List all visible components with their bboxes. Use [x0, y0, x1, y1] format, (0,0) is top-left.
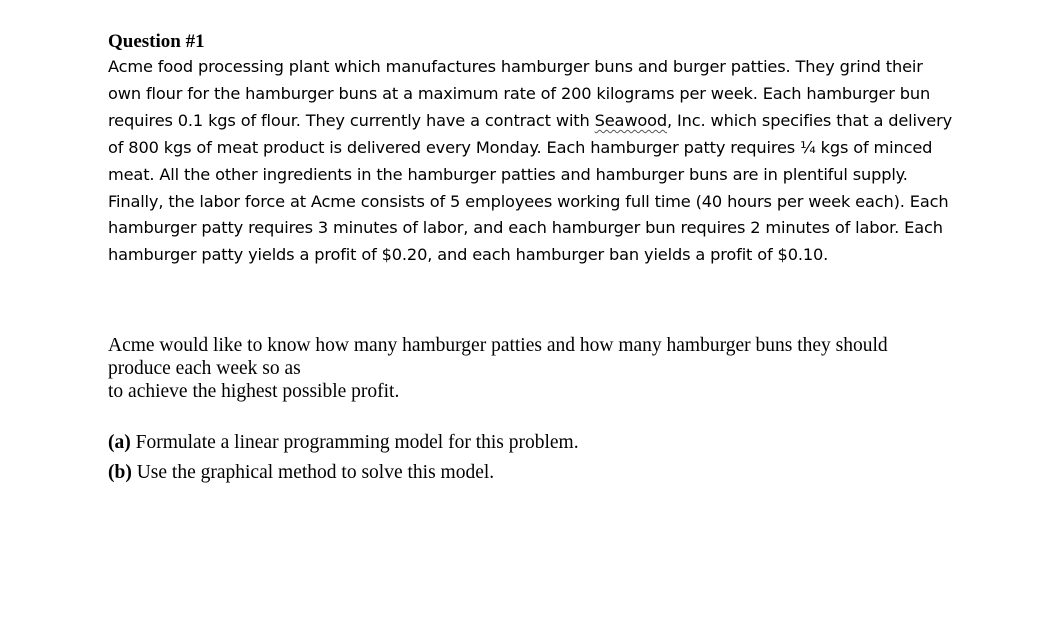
- task-line-1: Acme would like to know how many hamburger patties and how many hamburger buns they should: [108, 335, 888, 356]
- part-b-text: Use the graphical method to solve this model.: [131, 462, 495, 483]
- spellcheck-word[interactable]: Seawood: [594, 110, 668, 130]
- question-paragraph: [108, 54, 958, 269]
- document-body: [108, 29, 958, 483]
- task-line-3: to achieve the highest possible profit.: [108, 381, 400, 402]
- paragraph-text-end: , Inc. which specifies that a delivery of 800 kgs of meat product is delivered every Monday. Each hamburger patty requires ¼ kgs of minced meat. All the other ingredients in the hamburger patties and hamburger buns are in plentiful supply. Finally, the labor force at Acme consists of 5 employees working full time (40 hours per week each). Each hamburger patty requires 3 minutes of labor, and each hamburger bun requires 2 minutes of labor. Each hamburger patty yields a profit of $0.20, and each hamburger ban yields a profit of $0.10.: [108, 110, 953, 265]
- paragraph-text-start: Acme food processing plant which manufactures hamburger buns and burger patties. They grind their own flour for the hamburger buns at a maximum rate of 200 kilograms per week. Each hamburger bun requires 0.1 kgs of flour. They currently have a contract with: [108, 57, 931, 130]
- task-line-2: produce each week so as: [108, 358, 301, 379]
- part-b-label: (b): [108, 462, 132, 483]
- question-parts: [108, 428, 938, 488]
- task-statement: [108, 334, 938, 403]
- part-b: [108, 458, 938, 488]
- question-heading: Question #1: [108, 31, 205, 52]
- part-a: [108, 428, 938, 458]
- part-a-text: Formulate a linear programming model for this problem.: [130, 432, 579, 453]
- part-a-label: (a): [108, 432, 131, 453]
